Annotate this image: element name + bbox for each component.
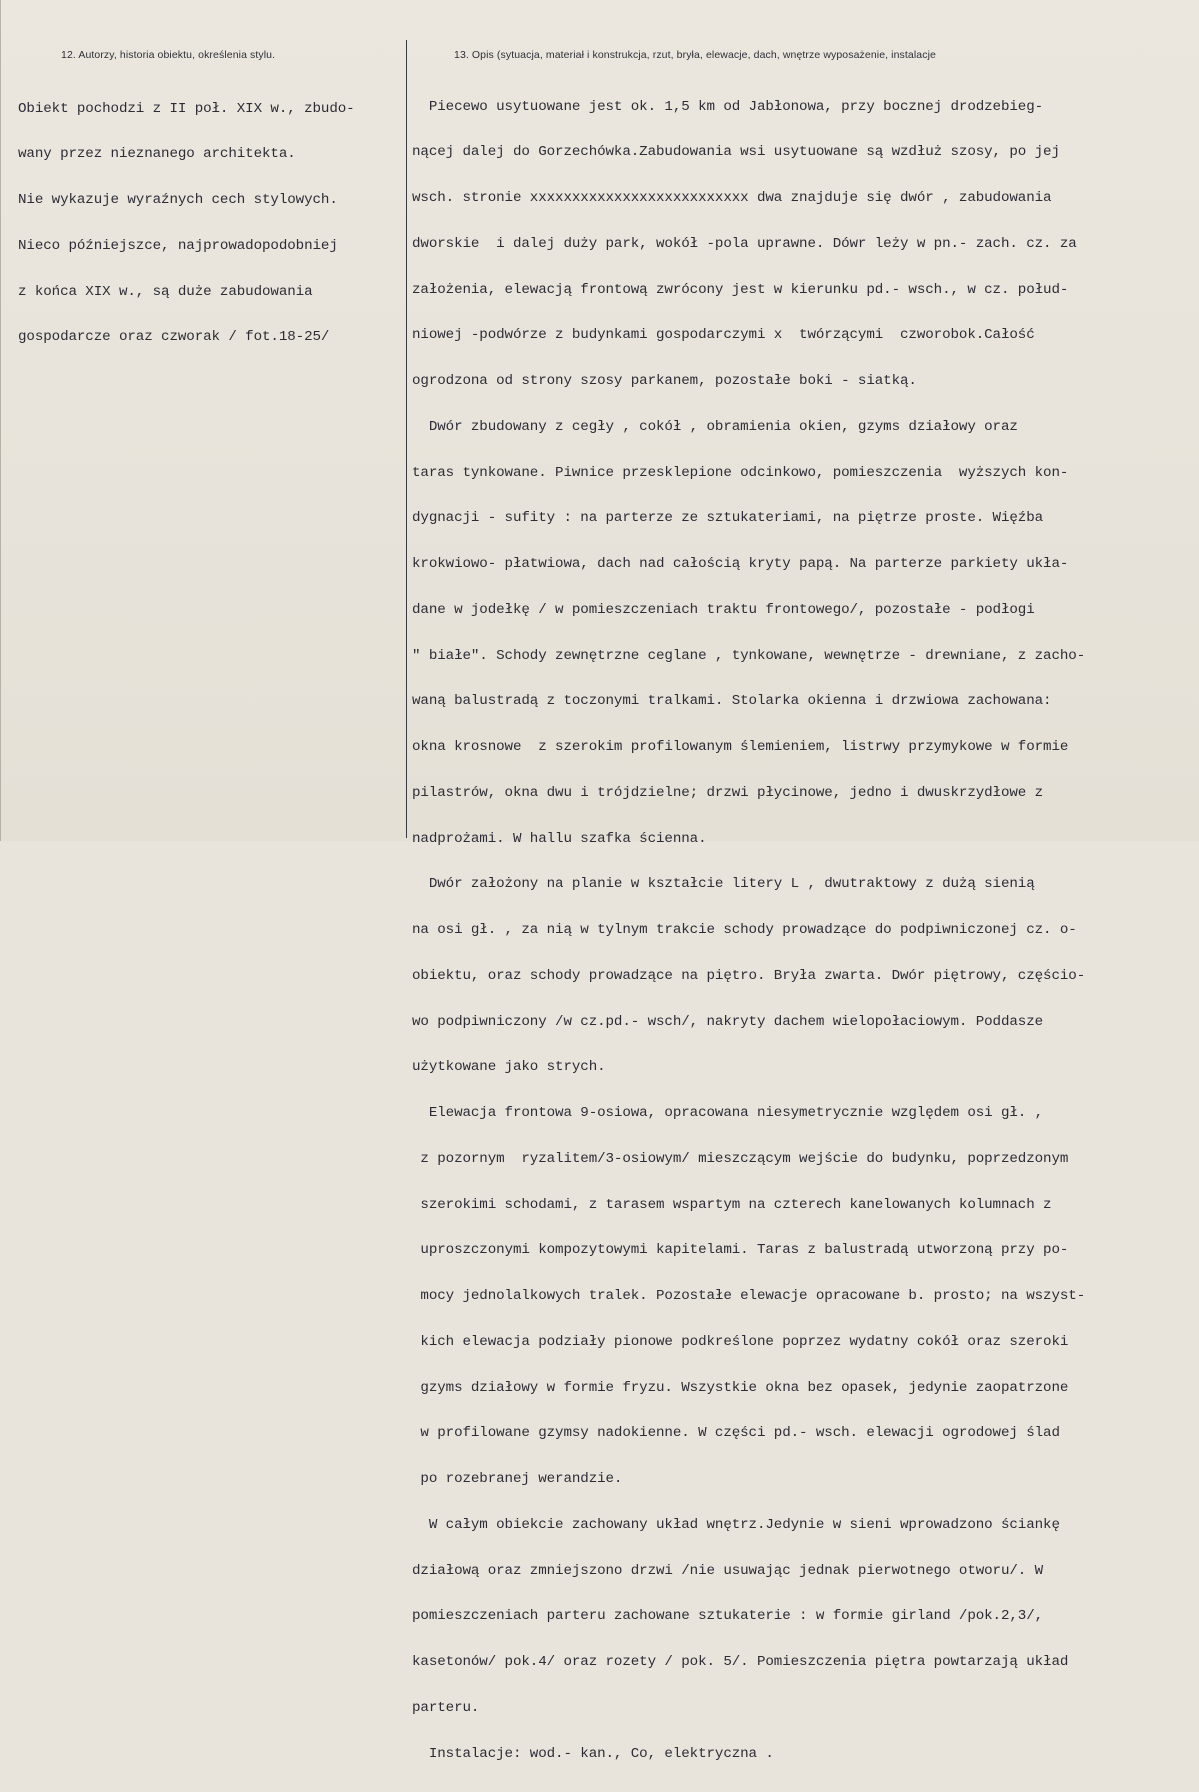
- text-line: Elewacja frontowa 9-osiowa, opracowana niesymetrycznie względem osi gł. ,: [412, 1105, 1044, 1121]
- text-line: gzyms działowy w formie fryzu. Wszystkie okna bez opasek, jedynie zaopatrzone: [412, 1379, 1069, 1396]
- text-line: parteru.: [412, 1699, 480, 1716]
- text-line: założenia, elewacją frontową zwrócony jest w kierunku pd.- wsch., w cz. połud-: [412, 281, 1069, 298]
- text-line: dworskie i dalej duży park, wokół -pola uprawne. Dówr leży w pn.- zach. cz. za: [412, 235, 1077, 252]
- text-line: " białe". Schody zewnętrzne ceglane , tynkowane, wewnętrze - drewniane, z zacho-: [412, 647, 1086, 664]
- text-line: ogrodzona od strony szosy parkanem, pozostałe boki - siatką.: [412, 373, 917, 389]
- text-line: Dwór zbudowany z cegły , cokół , obramienia okien, gzyms działowy oraz: [412, 418, 1018, 435]
- text-line: uproszczonymi kompozytowymi kapitelami. Taras z balustradą utworzoną przy po-: [412, 1242, 1069, 1259]
- text-line: dygnacji - sufity : na parterze ze sztukateriami, na piętrze proste. Więźba: [412, 510, 1044, 527]
- text-line: taras tynkowane. Piwnice przesklepione odcinkowo, pomieszczenia wyższych kon-: [412, 464, 1069, 481]
- text-line: z pozornym ryzalitem/3-osiowym/ mieszczącym wejście do budynku, poprzedzonym: [412, 1150, 1069, 1167]
- text-line: z końca XIX w., są duże zabudowania: [18, 283, 313, 300]
- text-line: W całym obiekcie zachowany układ wnętrz.Jedynie w sieni wprowadzono ściankę: [412, 1516, 1060, 1533]
- text-line: działową oraz zmniejszono drzwi /nie usuwając jednak pierwotnego otworu/. W: [412, 1562, 1044, 1579]
- text-line: szerokimi schodami, z tarasem wspartym na czterech kanelowanych kolumnach z: [412, 1196, 1052, 1213]
- text-line: pilastrów, okna dwu i trójdzielne; drzwi płycinowe, jedno i dwuskrzydłowe z: [412, 784, 1044, 801]
- text-line: na osi gł. , za nią w tylnym trakcie schody prowadzące do podpiwniczonej cz. o-: [412, 922, 1077, 938]
- text-line: nadprożami. W hallu szafka ścienna.: [412, 830, 707, 847]
- sheet-edge: [0, 0, 1, 841]
- history-text-block: [18, 71, 403, 376]
- text-line: Dwór założony na planie w kształcie litery L , dwutraktowy z dużą sienią: [412, 876, 1035, 893]
- text-line: nącej dalej do Gorzechówka.Zabudowania wsi usytuowane są wzdłuż szosy, po jej: [412, 144, 1060, 161]
- column-divider: [406, 40, 407, 838]
- text-line: użytkowane jako strych.: [412, 1059, 606, 1076]
- text-line: wany przez nieznanego architekta.: [18, 146, 296, 163]
- text-line: gospodarcze oraz czworak / fot.18-25/: [18, 329, 330, 346]
- text-line: waną balustradą z toczonymi tralkami. Stolarka okienna i drzwiowa zachowana:: [412, 693, 1052, 710]
- text-line: kich elewacja podziały pionowe podkreślone poprzez wydatny cokół oraz szeroki: [412, 1333, 1069, 1350]
- text-line: po rozebranej werandzie.: [412, 1471, 623, 1487]
- section-12-heading: 12. Autorzy, historia obiektu, określenia stylu.: [61, 49, 276, 61]
- text-line: Obiekt pochodzi z II poł. XIX w., zbudo-: [18, 100, 355, 117]
- text-line: okna krosnowe z szerokim profilowanym ślemieniem, listrwy przymykowe w formie: [412, 739, 1069, 755]
- section-13-heading: 13. Opis (sytuacja, materiał i konstrukcja, rzut, bryła, elewacje, dach, wnętrze wyposażenie, instalacje: [454, 49, 936, 61]
- text-line: pomieszczeniach parteru zachowane sztukaterie : w formie girland /pok.2,3/,: [412, 1608, 1044, 1625]
- text-line: mocy jednolalkowych tralek. Pozostałe elewacje opracowane b. prosto; na wszyst-: [412, 1288, 1086, 1304]
- text-line: Instalacje: wod.- kan., Co, elektryczna .: [412, 1745, 774, 1762]
- text-line: w profilowane gzymsy nadokienne. W części pd.- wsch. elewacji ogrodowej ślad: [412, 1425, 1060, 1442]
- description-text-block: [412, 69, 1199, 1792]
- text-line: krokwiowo- płatwiowa, dach nad całością kryty papą. Na parterze parkiety ukła-: [412, 556, 1069, 572]
- text-line: wo podpiwniczony /w cz.pd.- wsch/, nakryty dachem wielopołaciowym. Poddasze: [412, 1013, 1044, 1030]
- text-line: dane w jodełkę / w pomieszczeniach traktu frontowego/, pozostałe - podłogi: [412, 601, 1035, 618]
- text-line: Nie wykazuje wyraźnych cech stylowych.: [18, 192, 338, 208]
- text-line: obiektu, oraz schody prowadzące na piętro. Bryła zwarta. Dwór piętrowy, częścio-: [412, 967, 1086, 984]
- text-line: Piecewo usytuowane jest ok. 1,5 km od Jabłonowa, przy bocznej drodzebieg-: [412, 98, 1044, 115]
- text-line: Nieco późniejszce, najprowadopodobniej: [18, 237, 338, 254]
- text-line: kasetonów/ pok.4/ oraz rozety / pok. 5/. Pomieszczenia piętra powtarzają układ: [412, 1654, 1069, 1670]
- text-line: niowej -podwórze z budynkami gospodarczymi x twórzącymi czworobok.Całość: [412, 327, 1035, 344]
- text-line: wsch. stronie xxxxxxxxxxxxxxxxxxxxxxxxxx dwa znajduje się dwór , zabudowania: [412, 190, 1052, 206]
